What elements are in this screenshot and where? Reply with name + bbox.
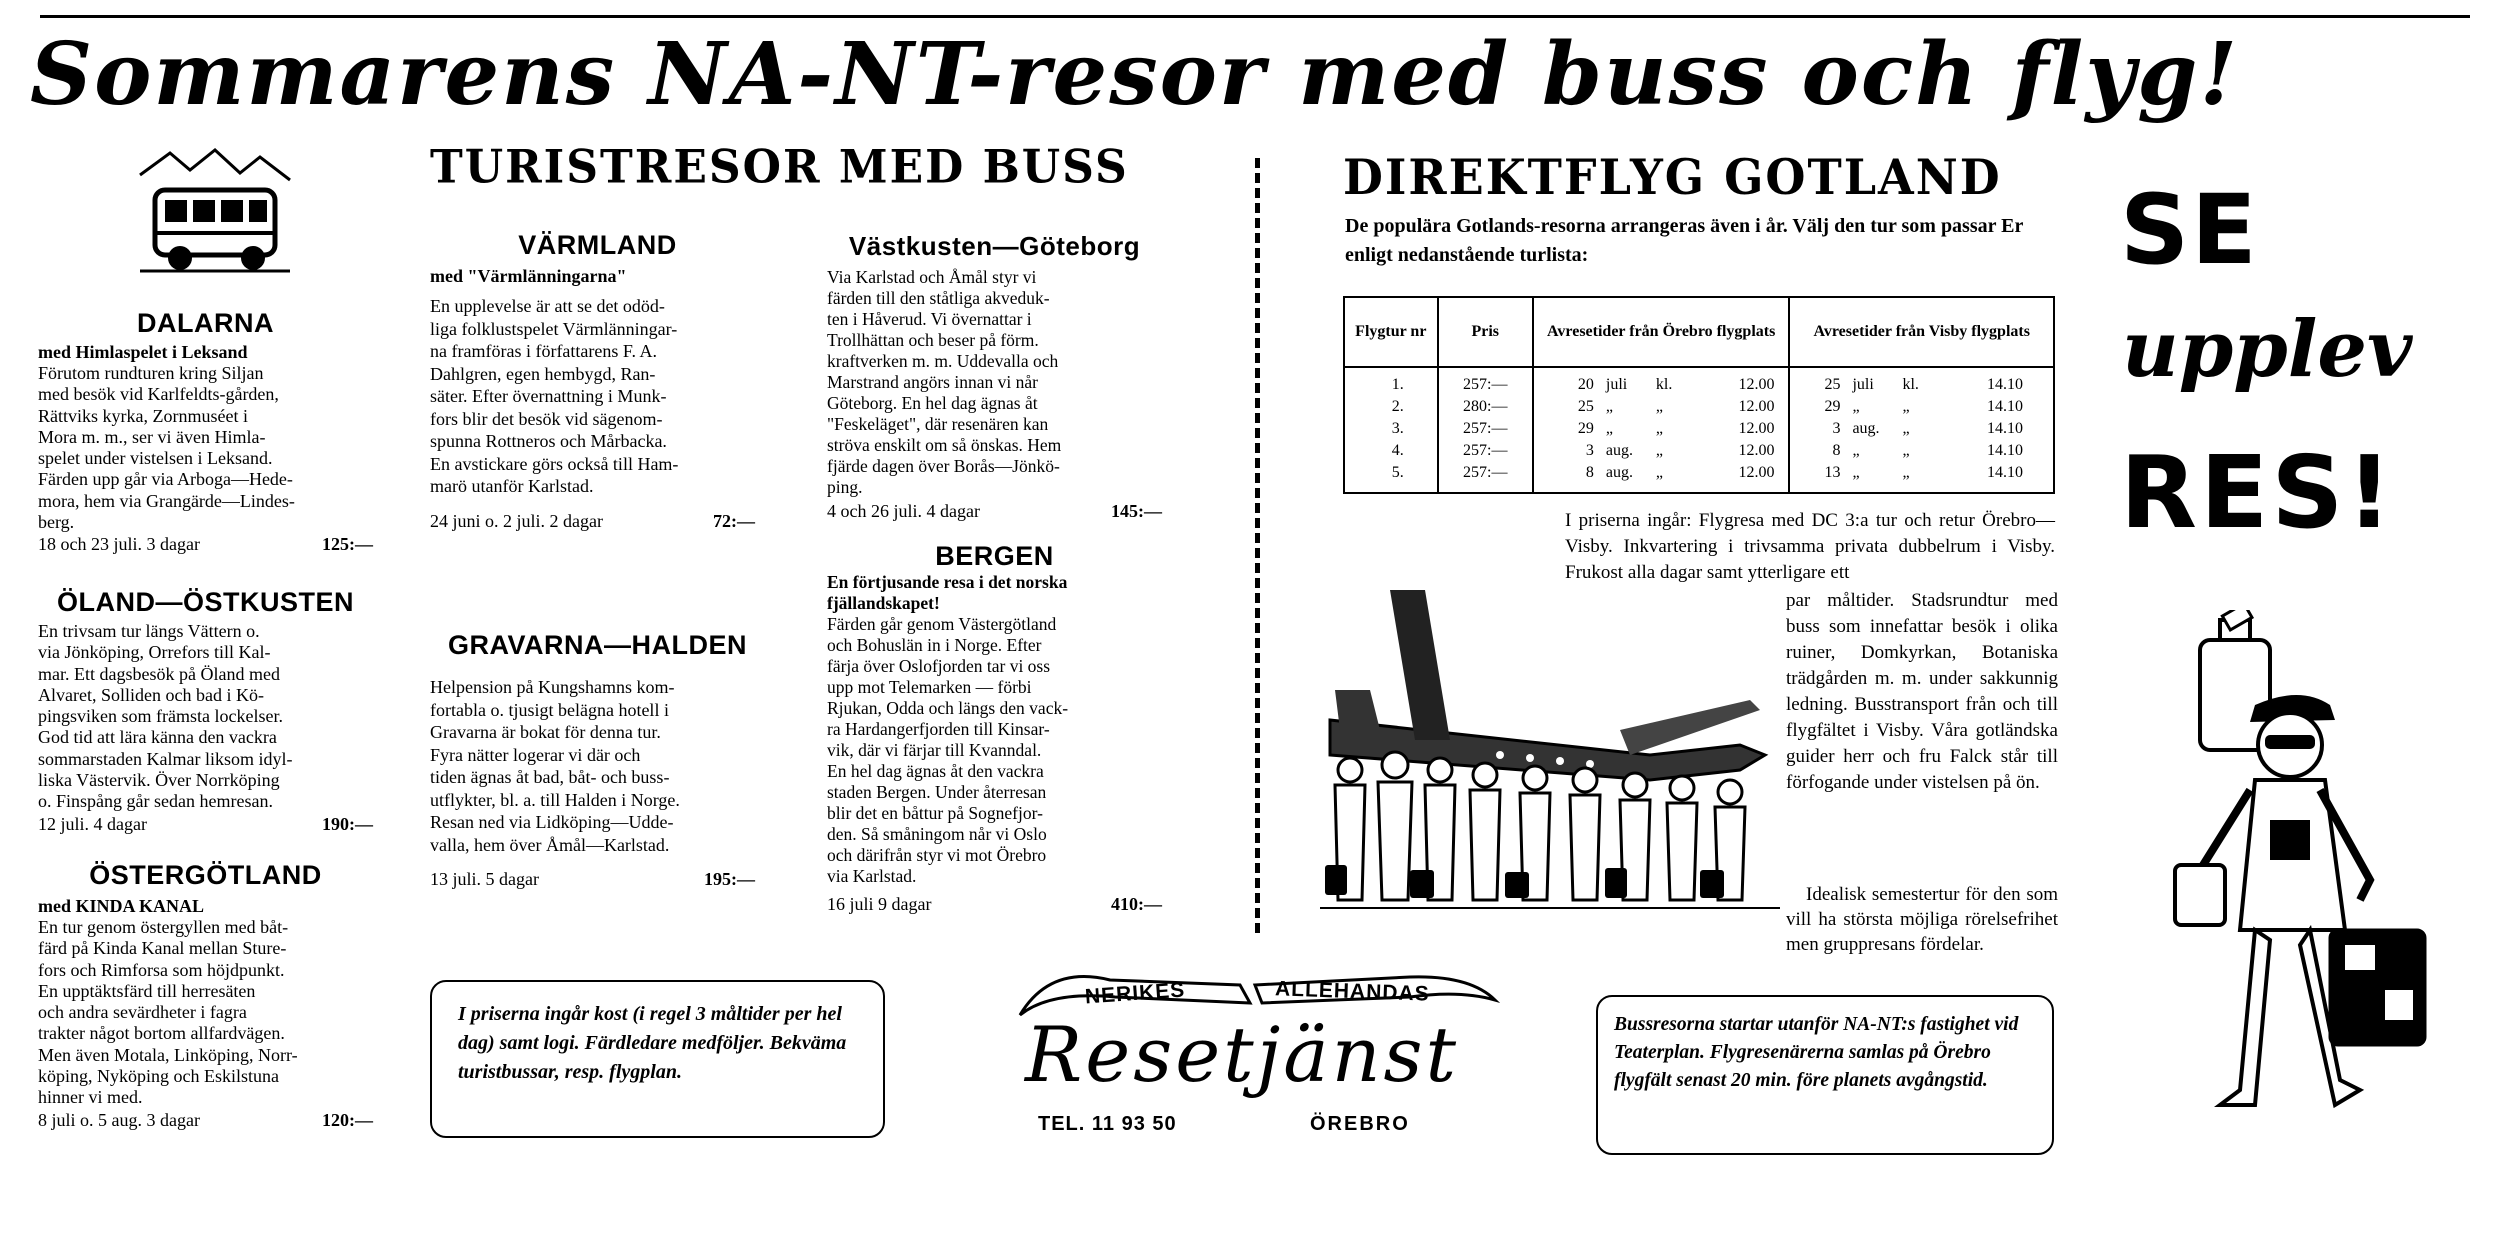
oland-price: 190:— (322, 813, 373, 834)
logo-script: Resetjänst (1025, 1010, 1460, 1099)
orebro-row (1564, 374, 1775, 396)
orebro-time: 12.00 (1738, 464, 1775, 481)
flight-visby-cell (1789, 367, 2054, 493)
logo-city: ÖREBRO (1310, 1113, 1410, 1135)
orebro-month: juli (1605, 376, 1628, 393)
flight-info-rest: par måltider. Stadsrundtur med buss som innefattar besök i olika ruiner, Domkyrkan, Botaniska trädgården m. m. under sakkunnig ledning. Busstransport från och till flygfältet i Visby. Våra gotländska guider herr och fru Falck står till förfogande under vistelsen på ön. (1786, 590, 2058, 793)
visby-row (1810, 374, 2023, 396)
bus-illustration (135, 145, 295, 280)
flight-price: 280:— (1463, 398, 1508, 415)
visby-month: juli (1852, 376, 1874, 393)
gravarna-dates: 13 juli. 5 dagar (430, 869, 539, 889)
oland-dates: 12 juli. 4 dagar (38, 813, 147, 834)
visby-row (1810, 440, 2023, 462)
oland-footer (38, 813, 373, 835)
flight-orebro-cell (1533, 367, 1790, 493)
orebro-day: 29 (1577, 420, 1594, 437)
flight-nr: 1. (1391, 376, 1404, 393)
vastkusten-section (827, 225, 1162, 522)
flight-nr: 2. (1391, 398, 1404, 415)
dalarna-title: DALARNA (137, 308, 274, 338)
col-pris: Pris (1438, 297, 1533, 367)
ostergotland-subtitle: med KINDA KANAL (38, 896, 205, 916)
flight-departure-note (1596, 995, 2054, 1155)
varmland-dates: 24 juni o. 2 juli. 2 dagar (430, 510, 603, 531)
visby-day: 8 (1832, 442, 1841, 459)
slogan-se: SE (2120, 174, 2259, 286)
bergen-title: BERGEN (935, 541, 1054, 571)
flight-table-header (1344, 297, 2054, 367)
orebro-time: 12.00 (1738, 398, 1775, 415)
gravarna-price: 195:— (704, 869, 755, 889)
top-rule (40, 15, 2470, 18)
visby-month: „ (1852, 464, 1860, 481)
flight-price: 257:— (1463, 442, 1508, 459)
flight-table-body (1344, 367, 2054, 493)
bergen-subtitle: En förtjusande resa i det norska fjällandskapet! (827, 572, 1068, 613)
ostergotland-footer (38, 1109, 373, 1131)
visby-time: 14.10 (1987, 442, 2023, 459)
col-flygtur: Flygtur nr (1344, 297, 1438, 367)
ostergotland-dates: 8 juli o. 5 aug. 3 dagar (38, 1109, 200, 1130)
orebro-kl: kl. (1655, 376, 1673, 393)
flight-info-top: I priserna ingår: Flygresa med DC 3:a tur och retur Örebro—Visby. Inkvartering i trivsamma privata dubbelrum i Visby. Frukost alla dagar samt ytterligare ett (1565, 510, 2055, 583)
gravarna-text: Helpension på Kungshamns kom- fortabla o. tjusigt belägna hotell i Gravarna är bokat för denna tur. Fyra nätter logerar vi där och tiden ägnas åt bad, båt- och buss- utflykter, bl. a. till Halden i Norge. Resan ned via Lidköping—Udde- valla, hem över Åmål—Karlstad. (430, 677, 680, 855)
orebro-row (1564, 396, 1775, 418)
dalarna-subtitle: med Himlaspelet i Leksand (38, 342, 248, 362)
bus-section-heading: TURISTRESOR MED BUSS (430, 140, 1129, 195)
visby-month: aug. (1852, 420, 1880, 437)
flight-nr: 5. (1391, 464, 1404, 481)
vastkusten-text: Via Karlstad och Åmål styr vi färden till den ståtliga akveduk- ten i Håverud. Vi övernattar i Trollhättan och beser på förm. kraftverken m. m. Uddevalla och Marstrand angörs innan vi når Göteborg. En hel dag ägnas åt "Feskeläget", där resenären kan ströva enskilt om så önskas. Hem fjärde dagen över Borås—Jönkö- ping. (827, 267, 1062, 497)
logo-banner-left: NERIKES (1084, 978, 1187, 1009)
visby-time: 14.10 (1987, 420, 2023, 437)
bus-price-note-text: I priserna ingår kost (i regel 3 måltider per hel dag) samt logi. Färdledare medföljer. Bekväma turistbussar, resp. flygplan. (458, 1003, 847, 1083)
ostergotland-price: 120:— (322, 1109, 373, 1130)
dalarna-price: 125:— (322, 534, 373, 555)
flight-price-cell (1438, 367, 1533, 493)
varmland-text: En upplevelse är att se det odöd- liga folklustspelet Värmlänningar- na framföras i författarens F. A. Dahlgren, egen hembygd, Ran- säter. Efter övernattning i Munk- fors blir det besök vid sägenom- spunna Rottneros och Mårbacka. En avstickare görs också till Ham- marö utanför Karlstad. (430, 296, 679, 496)
orebro-month: „ (1605, 398, 1614, 415)
bergen-text: Färden går genom Västergötland och Bohuslän in i Norge. Efter färja över Oslofjorden tar vi oss upp mot Telemarken — förbi Rjukan, Odda och längs den vack- ra Hardangerfjorden till Kinsar- vik, där vi färjar till Kvanndal. En hel dag ägnas åt den vackra staden Bergen. Under återresan blir det en båttur på Sognefjor- den. Så småningom når vi Oslo och därifrån styr vi mot Örebro via Karlstad. (827, 614, 1069, 886)
vastkusten-dates: 4 och 26 juli. 4 dagar (827, 501, 980, 521)
visby-time: 14.10 (1987, 376, 2023, 393)
flight-price: 257:— (1463, 464, 1508, 481)
visby-day: 13 (1824, 464, 1841, 481)
section-divider (1255, 158, 1260, 933)
ostergotland-section (38, 855, 373, 1131)
visby-day: 3 (1832, 420, 1841, 437)
orebro-day: 20 (1577, 376, 1594, 393)
orebro-kl: „ (1655, 398, 1664, 415)
visby-kl: kl. (1902, 376, 1919, 393)
logo-banner-right: ALLEHANDAS (1274, 977, 1431, 1006)
orebro-month: aug. (1605, 464, 1634, 481)
traveler-illustration (2160, 610, 2440, 1130)
varmland-footer (430, 510, 765, 532)
flight-intro: De populära Gotlands-resorna arrangeras även i år. Välj den tur som passar Er enligt nedanstående turlista: (1345, 215, 2023, 266)
orebro-row (1564, 440, 1775, 462)
visby-kl: „ (1902, 442, 1910, 459)
gravarna-title: GRAVARNA—HALDEN (448, 630, 747, 660)
slogan-upplev: upplev (2122, 304, 2413, 395)
flight-schedule (1343, 296, 2055, 494)
bergen-section (827, 540, 1162, 915)
resetjanst-logo (990, 955, 1510, 1155)
flight-nr: 4. (1391, 442, 1404, 459)
col-visby: Avresetider från Visby flygplats (1789, 297, 2054, 367)
visby-row (1810, 418, 2023, 440)
visby-day: 29 (1824, 398, 1841, 415)
orebro-kl: „ (1655, 442, 1664, 459)
dalarna-text: Förutom rundturen kring Siljan med besök vid Karlfeldts-gården, Rättviks kyrka, Zornmuséet i Mora m. m., ser vi även Himla- spelet under vistelsen i Leksand. Färden upp går via Arboga—Hede- mora, hem via Grangärde—Lindes- berg. (38, 363, 295, 533)
flight-departure-note-text: Bussresorna startar utanför NA-NT:s fastighet vid Teaterplan. Flygresenärerna samlas på Örebro flygfält senast 20 min. före planets avgångstid. (1614, 1014, 2019, 1091)
varmland-price: 72:— (713, 510, 755, 531)
flight-price: 257:— (1463, 420, 1508, 437)
visby-month: „ (1852, 442, 1860, 459)
logo-telephone: TEL. 11 93 50 (1038, 1113, 1177, 1135)
orebro-time: 12.00 (1738, 420, 1775, 437)
dalarna-section (38, 305, 373, 555)
orebro-time: 12.00 (1738, 376, 1775, 393)
varmland-subtitle: med "Värmlänningarna" (430, 266, 627, 286)
flight-nr: 3. (1391, 420, 1404, 437)
oland-title: ÖLAND—ÖSTKUSTEN (57, 587, 354, 617)
orebro-day: 8 (1585, 464, 1594, 481)
visby-day: 25 (1824, 376, 1841, 393)
orebro-month: „ (1605, 420, 1614, 437)
visby-time: 14.10 (1987, 398, 2023, 415)
gravarna-footer (430, 868, 765, 890)
flight-price: 257:— (1463, 376, 1508, 393)
plane-passengers-illustration (1320, 580, 1780, 940)
gravarna-section (430, 620, 765, 890)
col-orebro: Avresetider från Örebro flygplats (1533, 297, 1790, 367)
bergen-dates: 16 juli 9 dagar (827, 894, 932, 914)
flight-section-heading: DIREKTFLYG GOTLAND (1343, 148, 2002, 206)
vastkusten-footer (827, 500, 1162, 522)
bergen-footer (827, 893, 1162, 915)
orebro-row (1564, 418, 1775, 440)
visby-time: 14.10 (1987, 464, 2023, 481)
orebro-row (1564, 462, 1775, 484)
visby-row (1810, 396, 2023, 418)
visby-month: „ (1852, 398, 1860, 415)
varmland-title: VÄRMLAND (518, 230, 677, 260)
orebro-kl: „ (1655, 420, 1664, 437)
slogan-res: RES! (2120, 434, 2395, 551)
ostergotland-text: En tur genom östergyllen med båt- färd på Kinda Kanal mellan Sture- fors och Rimforsa som höjdpunkt. En upptäktsfärd till herresäten och andra sevärdheter i fagra trakter något bortom allfardvägen. Men även Motala, Linköping, Norr- köping, Nyköping och Eskilstuna hinner vi med. (38, 917, 298, 1108)
orebro-kl: „ (1655, 464, 1664, 481)
bus-price-note (430, 980, 885, 1138)
orebro-day: 25 (1577, 398, 1594, 415)
orebro-month: aug. (1605, 442, 1634, 459)
ostergotland-title: ÖSTERGÖTLAND (89, 860, 322, 890)
flight-info-ideal: Idealisk semestertur för den som vill ha största möjliga rörelsefrihet men gruppresans fördelar. (1786, 884, 2058, 955)
oland-section (38, 583, 373, 835)
orebro-day: 3 (1585, 442, 1594, 459)
vastkusten-price: 145:— (1111, 501, 1162, 521)
flight-nr-cell (1344, 367, 1438, 493)
dalarna-footer (38, 533, 373, 555)
visby-kl: „ (1902, 398, 1910, 415)
visby-kl: „ (1902, 420, 1910, 437)
dalarna-dates: 18 och 23 juli. 3 dagar (38, 534, 200, 555)
oland-text: En trivsam tur längs Vättern o. via Jönköping, Orrefors till Kal- mar. Ett dagsbesök på Öland med Alvaret, Solliden och bad i Kö- pingsviken som främsta lockelser. God tid att lära känna den vackra sommarstaden Kalmar liksom idyl- liska Västervik. Över Norrköping o. Finspång går sedan hemresan. (38, 621, 293, 812)
visby-row (1810, 462, 2023, 484)
varmland-section (430, 225, 765, 532)
bergen-price: 410:— (1111, 894, 1162, 914)
orebro-time: 12.00 (1738, 442, 1775, 459)
visby-kl: „ (1902, 464, 1910, 481)
flight-schedule-table (1343, 296, 2055, 494)
vastkusten-title: Västkusten—Göteborg (848, 231, 1141, 261)
headline: Sommarens NA-NT-resor med buss och flyg! (30, 24, 2240, 125)
